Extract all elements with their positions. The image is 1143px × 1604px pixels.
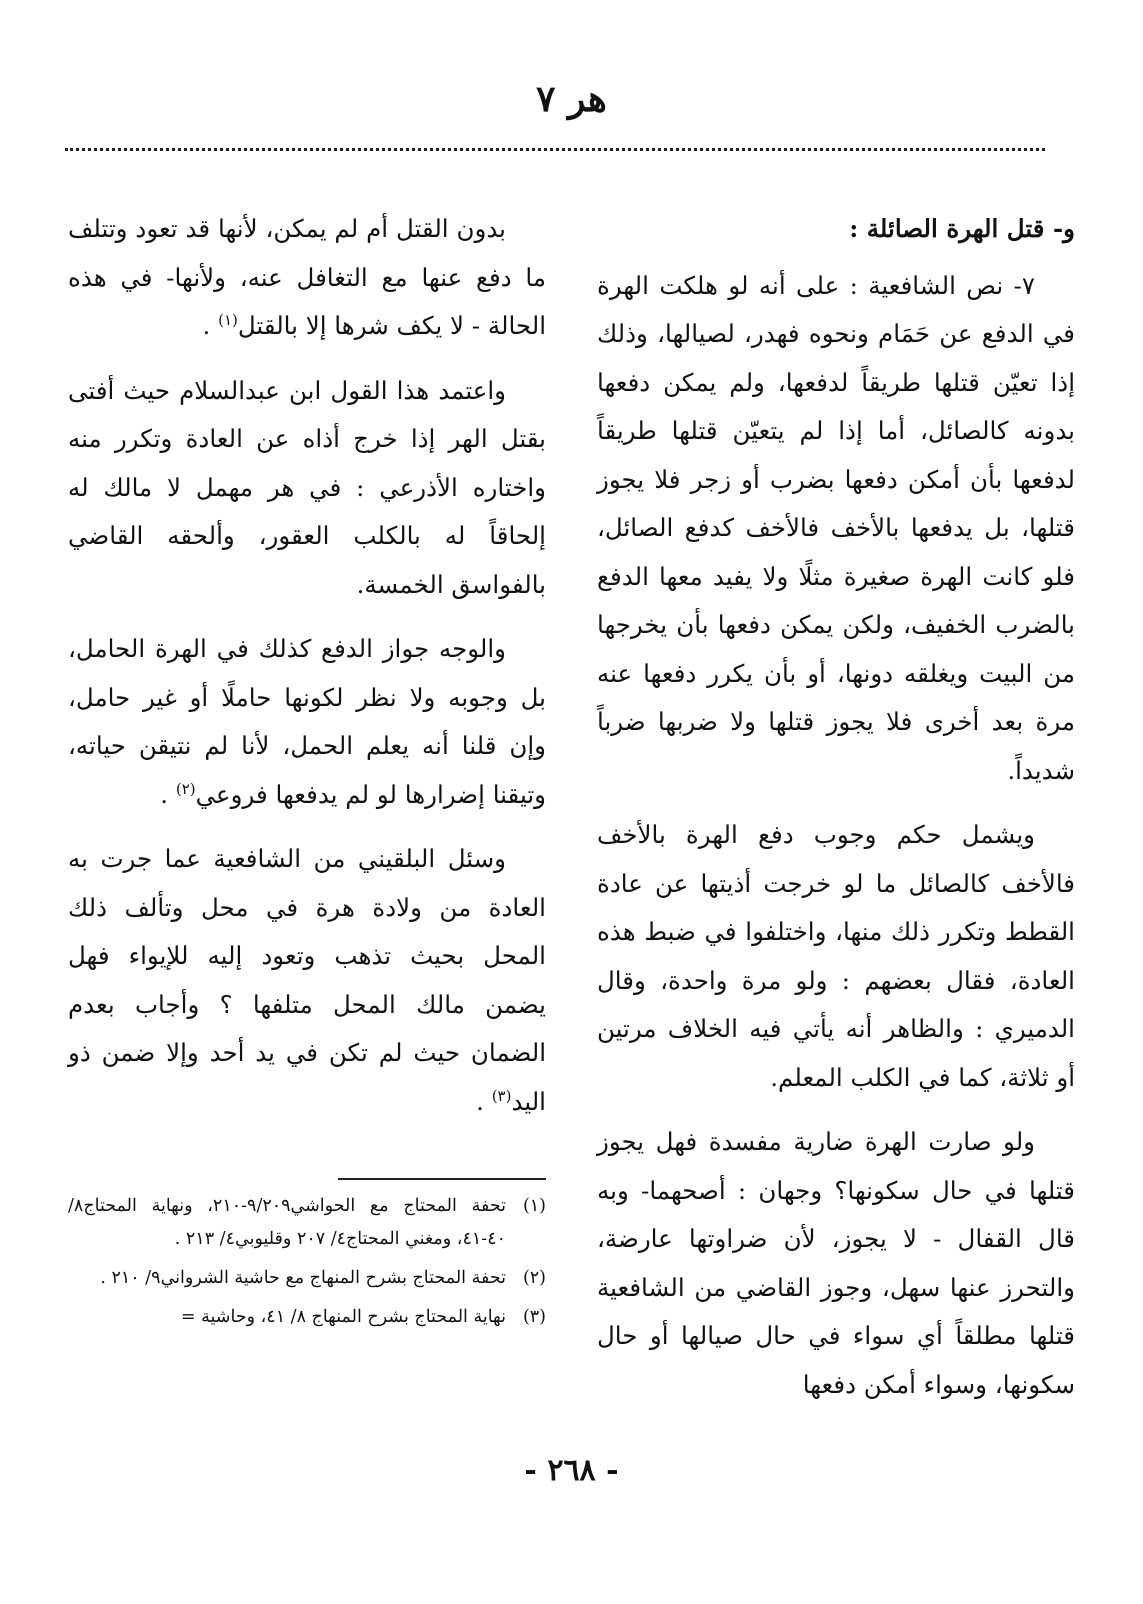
right-column [597, 205, 1075, 1425]
paragraph-text: وسئل البلقيني من الشافعية عما جرت به العادة من ولادة هرة في محل وتألف ذلك المحل بحيث تذهب وتعود إليه للإيواء فهل يضمن مالك المحل متلفها ؟ وأجاب بعدم الضمان حيث لم تكن في يد أحد وإلا ضمن ذو اليد [68, 844, 546, 1116]
footnote-2 [68, 1262, 546, 1295]
footnote-number: (٣) [522, 1307, 546, 1327]
paragraph-pregnant-cat [68, 625, 546, 819]
paragraph-vicious-cat: ولو صارت الهرة ضارية مفسدة فهل يجوز قتلها في حال سكونها؟ وجهان : أصحهما- وبه قال القفال - لا يجوز، لأن ضراوتها عارضة، والتحرز عنها سهل، وجوز القاضي من الشافعية قتلها مطلقاً أي سواء في حال صيالها أو حال سكونها، وسواء أمكن دفعها [597, 1127, 1075, 1399]
footnote-ref-2[interactable]: (٢) [175, 779, 196, 798]
footnote-separator [338, 1178, 546, 1180]
footnote-number: (٢) [522, 1268, 546, 1288]
header-dotted-divider [65, 148, 1045, 151]
footnote-ref-1[interactable]: (١) [218, 310, 238, 329]
sentence-end: . [476, 1086, 492, 1116]
footnote-text: تحفة المحتاج بشرح المنهاج مع حاشية الشرواني٩/ ٢١٠ . [100, 1268, 506, 1288]
sentence-end: . [202, 311, 219, 340]
paragraph-text: بدون القتل أم لم يمكن، لأنها قد تعود وتتلف ما دفع عنها مع التغافل عنه، ولأنها- في هذه الحالة - لا يكف شرها إلا بالقتل [68, 214, 546, 340]
paragraph-continuation [68, 205, 546, 351]
paragraph-bulqini [68, 835, 546, 1126]
paragraph-7: ٧- نص الشافعية : على أنه لو هلكت الهرة في الدفع عن حَمَام ونحوه فهدر، لصيالها، وذلك إذا تعيّن قتلها طريقاً لدفعها، ولم يمكن دفعها بدونه كالصائل، أما إذا لم يتعيّن قتلها طريقاً لدفعها بأن أمكن دفعها بضرب أو زجر فلا يجوز قتلها، بل يدفعها بالأخف فالأخف كدفع الصائل، فلو كانت الهرة صغيرة مثلًا ولا يفيد معها الدفع بالضرب الخفيف، ولكن يمكن دفعها بأن يخرجها من البيت ويغلقه دونها، أو بأن يكرر دفعها عنه مرة بعد أخرى فلا يجوز قتلها ولا ضربها ضرباً شديداً. [597, 270, 1075, 785]
left-column [68, 205, 546, 1142]
section-heading: و- قتل الهرة الصائلة : [849, 214, 1075, 243]
footnote-1 [68, 1190, 546, 1256]
running-header: هر ٧ [536, 78, 607, 120]
paragraph-text: والوجه جواز الدفع كذلك في الهرة الحامل، بل وجوبه ولا نظر لكونها حاملًا أو غير حامل، وإن قلنا أنه يعلم الحمل، لأنا لم نتيقن حياته، وتيقنا إضرارها لو لم يدفعها فروعي [68, 634, 546, 809]
paragraph-dispel-harm: ويشمل حكم وجوب دفع الهرة بالأخف فالأخف كالصائل ما لو خرجت أذيتها عن عادة القطط وتكرر ذلك منها، واختلفوا في ضبط هذه العادة، فقال بعضهم : ولو مرة واحدة، وقال الدميري : والظاهر أنه يأتي فيه الخلاف مرتين أو ثلاثة، كما في الكلب المعلم. [597, 820, 1075, 1092]
paragraph-ibn-abdussalam: واعتمد هذا القول ابن عبدالسلام حيث أفتى بقتل الهر إذا خرج أذاه عن العادة وتكرر منه واختاره الأذرعي : في هر مهمل لا مالك له إلحاقاً له بالكلب العقور، وألحقه القاضي بالفواسق الخمسة. [68, 375, 546, 599]
footnote-number: (١) [522, 1196, 546, 1216]
page-number: - ٢٦٨ - [524, 1453, 619, 1488]
footnote-text: تحفة المحتاج مع الحواشي٩/٢٠٩-٢١٠، ونهاية المحتاج٨/ ٤٠-٤١، ومغني المحتاج٤/ ٢٠٧ وقليوبي٤/ ٢١٣ . [68, 1196, 506, 1249]
footnote-ref-3[interactable]: (٣) [491, 1086, 512, 1105]
footnotes-block [68, 1190, 546, 1340]
sentence-end: . [160, 779, 176, 809]
footnote-3 [68, 1301, 546, 1334]
footnote-text: نهاية المحتاج بشرح المنهاج ٨/ ٤١، وحاشية = [180, 1307, 506, 1327]
